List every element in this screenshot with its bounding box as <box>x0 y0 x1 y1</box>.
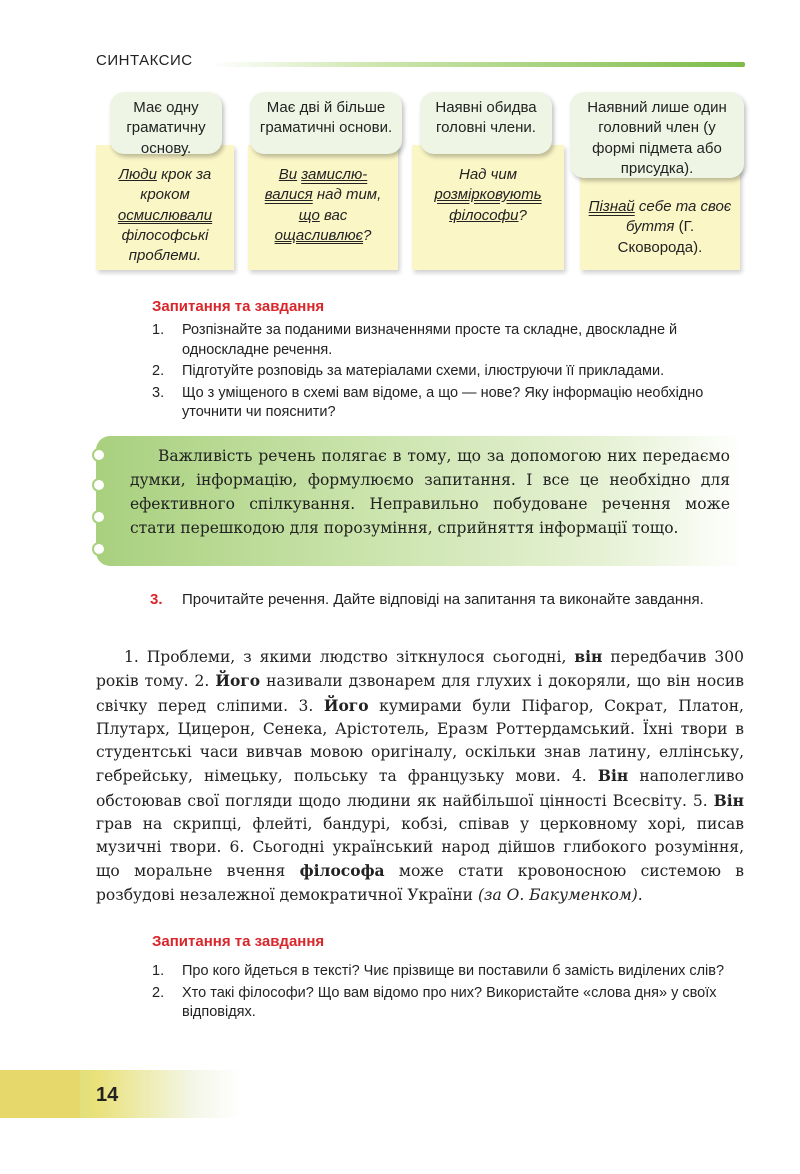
list-item: 2. Підготуйте розповідь за матеріалами схеми, ілюструючи її прикладами. <box>152 363 665 380</box>
example-segment: розмірковують <box>434 186 542 204</box>
questions-heading: Запитання та завдання <box>152 298 325 315</box>
definition-bubble-1: Має одну граматичну основу. <box>110 92 222 154</box>
example-text-3 <box>434 166 541 224</box>
example-text-2 <box>265 166 382 244</box>
example-text-1 <box>118 166 212 264</box>
text-segment: називали дзвонарем для глухих і докоряли, що він носив свічку перед сліпими. 3. <box>96 672 744 715</box>
example-segment: Пізнай <box>588 198 635 215</box>
task-number: 3. <box>150 591 163 608</box>
text-segment: 1. Проблеми, з якими людство зіткнулося сьогодні, <box>124 648 575 666</box>
example-text-4 <box>589 198 732 256</box>
binder-hole-icon <box>92 448 106 462</box>
text-segment: може стати кровоносною системою в розбудові незалежної демократичної України <box>96 862 744 904</box>
example-segment: над тим, <box>312 186 382 204</box>
definition-bubble-3: Наявні обидва головні члени. <box>420 92 552 154</box>
text-segment: . <box>637 885 643 904</box>
example-segment: філософські проблеми. <box>121 226 209 264</box>
questions-heading-2: Запитання та завдання <box>152 933 325 950</box>
callout-text: Важливість речень полягає в тому, що за допомогою них передаємо думки, інформацію, формулюємо запитання. І все це необхідно для ефективного спілкування. Неправильно побудоване речення може стати перешкодою для порозуміння, сприйняття інформації тощо. <box>130 447 730 538</box>
header-rule <box>210 62 745 67</box>
highlighted-word: Його <box>323 695 369 715</box>
list-item: 3. Що з уміщеного в схемі вам відоме, а що — нове? Яку інформацію необхідно уточнити чи пояснити? <box>152 384 704 421</box>
example-segment: філософи <box>449 206 519 224</box>
highlighted-word: філософа <box>299 861 385 881</box>
list-item: 1. Розпізнайте за поданими визначеннями просте та складне, двоскладне й односкладне речення. <box>152 322 678 358</box>
page-number: 14 <box>96 1084 119 1106</box>
list-item: 1. Про кого йдеться в тексті? Чиє прізвище ви поставили б замість виділених слів? <box>152 963 725 979</box>
text-segment: грав на скрипці, флейті, бандурі, кобзі, співав у церковному хорі, писав музичні твори. 6. Сьогодні український народ дійшов глибокого розуміння, що моральне вчення <box>96 814 744 881</box>
example-segment: ? <box>363 226 372 244</box>
task-text: Прочитайте речення. Дайте відповіді на запитання та виконайте завдання. <box>182 591 704 608</box>
example-segment: вас <box>319 206 348 224</box>
example-segment: Люди <box>118 166 157 183</box>
example-segment: що <box>298 206 320 224</box>
page-number-band-left <box>0 1070 80 1118</box>
binder-hole-icon <box>92 478 106 492</box>
questions-list-2 <box>152 962 744 1025</box>
highlighted-word: Він <box>713 790 744 810</box>
text-segment: (за О. Бакуменком) <box>477 885 638 904</box>
example-segment: крок за кроком <box>140 166 212 204</box>
example-note-1 <box>96 145 234 270</box>
example-note-4 <box>580 165 740 270</box>
example-segment: Над чим <box>458 166 518 183</box>
example-segment: себе та своє буття <box>625 198 732 236</box>
binder-hole-icon <box>92 542 106 556</box>
example-segment: ощасливлює <box>274 226 364 244</box>
definition-bubble-2: Має дві й більше граматичні основи. <box>250 92 402 154</box>
highlighted-word: Він <box>597 766 629 786</box>
example-segment: Ви <box>278 166 298 183</box>
highlighted-word: він <box>574 647 603 666</box>
list-item: 2. Хто такі філософи? Що вам відомо про них? Використайте «слова дня» у своїх відповідях. <box>152 984 717 1021</box>
example-segment: ? <box>518 206 527 224</box>
definition-bubble-4: Наявний лише один головний член (у формі підмета або присудка). <box>570 92 744 178</box>
example-segment: замислю-валися <box>264 166 368 204</box>
binder-hole-icon <box>92 510 106 524</box>
example-note-3 <box>412 145 564 270</box>
section-title: СИНТАКСИС <box>96 52 193 69</box>
main-text <box>96 645 744 907</box>
task-3 <box>150 589 744 610</box>
example-segment: (Г. Сковорода). <box>617 218 703 256</box>
example-segment: осмислювали <box>117 206 213 224</box>
text-segment: кумирами були Піфагор, Сократ, Платон, Плутарх, Цицерон, Сенека, Арістотель, Еразм Роттердамський. Їхні твори в студентські часи вивчав мовою оригіналу, оскільки знав латину, еллінську, гебрейську, німецьку, польську та французьку мови. 4. <box>96 696 744 786</box>
text-segment: передбачив 300 років тому. 2. <box>96 648 744 691</box>
example-note-2 <box>248 145 398 270</box>
text-segment: наполегливо обстоював свої погляди щодо людини як найбільшої цінності Всесвіту. 5. <box>96 767 744 810</box>
highlighted-word: Його <box>215 671 261 691</box>
questions-list <box>152 321 744 425</box>
